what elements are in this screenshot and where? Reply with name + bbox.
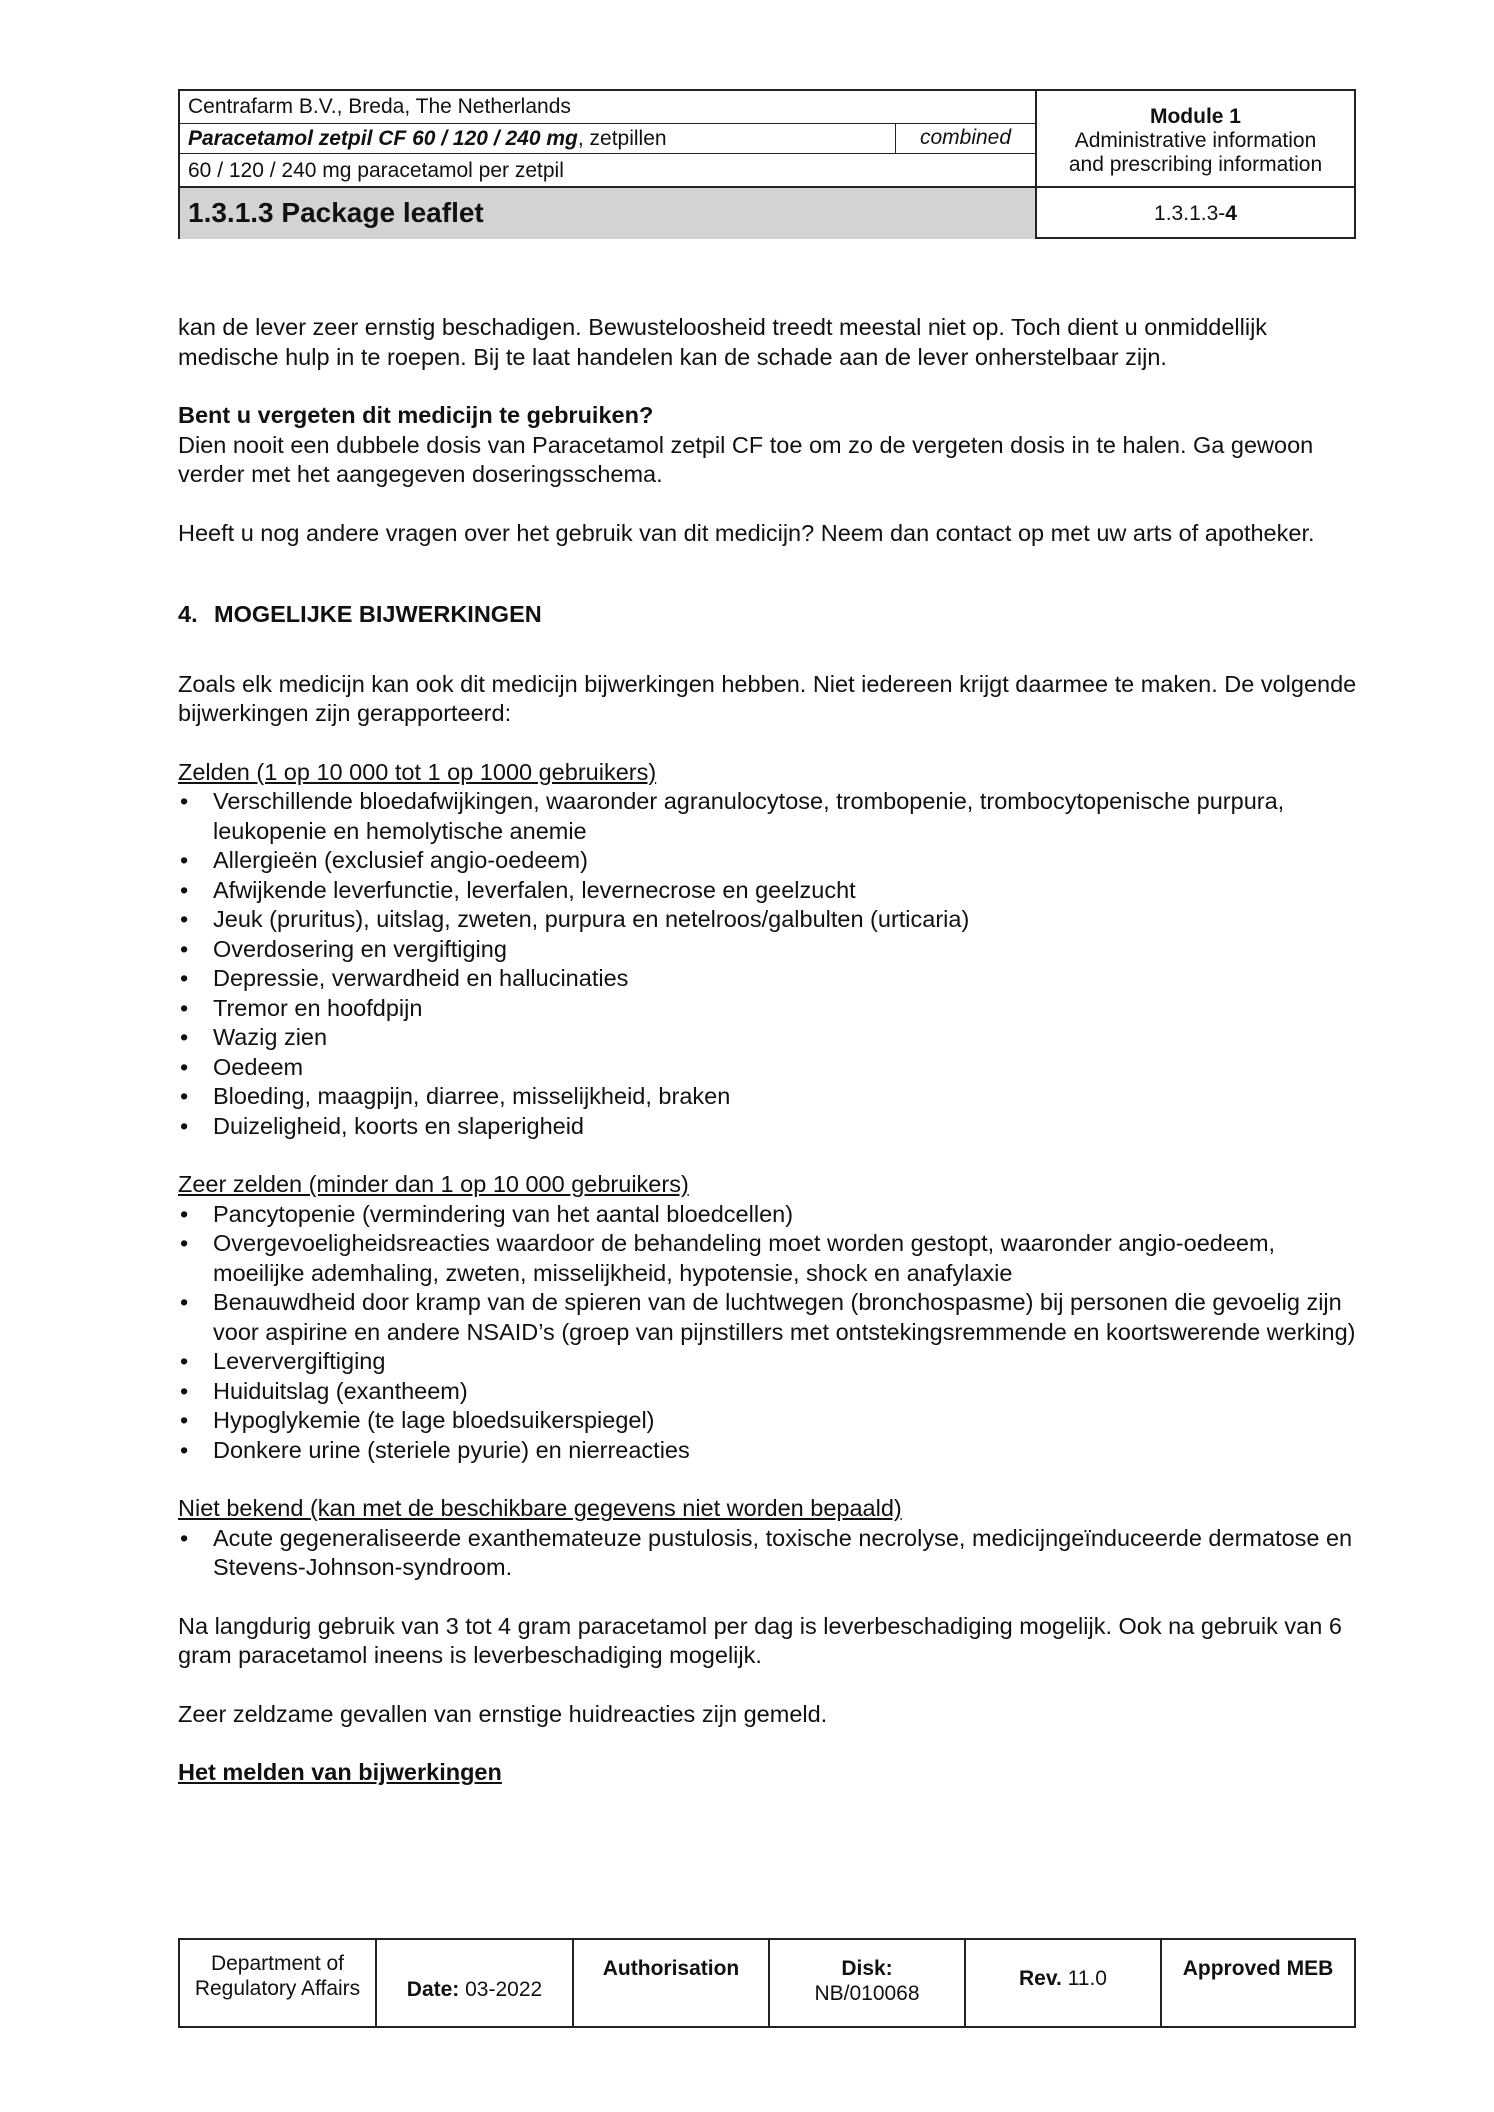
section-heading	[178, 600, 1358, 630]
forgot-paragraph: Dien nooit een dubbele dosis van Paracetamol zetpil CF toe om zo de vergeten dosis in te halen. Ga gewoon verder met het aangegeven doseringsschema.	[178, 431, 1314, 487]
forgot-heading: Bent u vergeten dit medicijn te gebruiken?	[178, 402, 654, 428]
dept-line1: Department of	[210, 1952, 345, 1975]
module-line2: and prescribing information	[1068, 153, 1323, 176]
list-item: • Pancytopenie (vermindering van het aantal bloedcellen)	[178, 1200, 1358, 1230]
list-item: • Bloeding, maagpijn, diarree, misselijkheid, braken	[178, 1082, 1358, 1112]
date-value: 03-2022	[459, 1978, 543, 2001]
page-prefix: 1.3.1.3-	[1154, 202, 1226, 225]
rev-value: 11.0	[1061, 1967, 1107, 1990]
list-item: • Donkere urine (steriele pyurie) en nierreacties	[178, 1436, 1358, 1466]
footer-revision	[966, 1940, 1162, 2026]
list-item: • Huiduitslag (exantheem)	[178, 1377, 1358, 1407]
disk-label: Disk:	[841, 1957, 893, 1980]
rare-heading: Zelden (1 op 10 000 tot 1 op 1000 gebruikers)	[178, 758, 657, 785]
list-item: • Acute gegeneraliseerde exanthemateuze pustulosis, toxische necrolyse, medicijngeïnduceerde dermatose en Stevens-Johnson-syndroom.	[178, 1524, 1358, 1583]
questions-paragraph: Heeft u nog andere vragen over het gebruik van dit medicijn? Neem dan contact op met uw arts of apotheker.	[178, 519, 1315, 546]
list-item: • Verschillende bloedafwijkingen, waaronder agranulocytose, trombopenie, trombocytopenische purpura, leukopenie en hemolytische anemie	[178, 787, 1358, 846]
intro-paragraph: kan de lever zeer ernstig beschadigen. Bewusteloosheid treedt meestal niet op. Toch dient u onmiddellijk medische hulp in te roepen. Bij te laat handelen kan de schade aan de lever onherstelbaar zijn.	[178, 314, 1268, 370]
leaflet-content	[178, 313, 1358, 1788]
module-title: Module 1	[1149, 105, 1241, 128]
company-name: Centrafarm B.V., Breda, The Netherlands	[180, 91, 1035, 124]
skin-paragraph: Zeer zeldzame gevallen van ernstige huidreacties zijn gemeld.	[178, 1700, 828, 1727]
very-rare-heading: Zeer zelden (minder dan 1 op 10 000 gebruikers)	[178, 1171, 689, 1197]
section-title: MOGELIJKE BIJWERKINGEN	[214, 601, 542, 627]
footer-authorisation: Authorisation	[574, 1940, 770, 2026]
combined-label: combined	[895, 124, 1035, 154]
footer-department	[180, 1940, 377, 2026]
section-number: 4.	[178, 601, 198, 627]
list-item: • Overdosering en vergiftiging	[178, 935, 1358, 965]
unknown-list	[178, 1524, 1358, 1583]
document-footer	[178, 1938, 1356, 2028]
long-use-paragraph: Na langdurig gebruik van 3 tot 4 gram paracetamol per dag is leverbeschadiging mogelijk. Ook na gebruik van 6 gram paracetamol ineens is leverbeschadiging mogelijk.	[178, 1612, 1342, 1668]
module-info	[1035, 91, 1354, 188]
rare-list	[178, 787, 1358, 1141]
list-item: • Duizeligheid, koorts en slaperigheid	[178, 1112, 1358, 1142]
list-item: • Oedeem	[178, 1053, 1358, 1083]
page-number-value: 4	[1225, 202, 1237, 225]
list-item: • Tremor en hoofdpijn	[178, 994, 1358, 1024]
section-intro: Zoals elk medicijn kan ook dit medicijn bijwerkingen hebben. Niet iedereen krijgt daarmee te maken. De volgende bijwerkingen zijn gerapporteerd:	[178, 670, 1357, 726]
list-item: • Allergieën (exclusief angio-oedeem)	[178, 846, 1358, 876]
list-item: • Wazig zien	[178, 1023, 1358, 1053]
reporting-heading: Het melden van bijwerkingen	[178, 1759, 502, 1785]
list-item: • Hypoglykemie (te lage bloedsuikerspiegel)	[178, 1406, 1358, 1436]
module-line1: Administrative information	[1074, 129, 1317, 152]
dept-line2: Regulatory Affairs	[194, 1977, 361, 2000]
disk-value: NB/010068	[814, 1982, 920, 2005]
rev-label: Rev.	[1019, 1967, 1062, 1990]
unknown-heading: Niet bekend (kan met de beschikbare gegevens niet worden bepaald)	[178, 1495, 902, 1521]
product-name-suffix: , zetpillen	[577, 127, 667, 150]
list-item: • Jeuk (pruritus), uitslag, zweten, purpura en netelroos/galbulten (urticaria)	[178, 905, 1358, 935]
footer-disk	[770, 1940, 966, 2026]
footer-approved: Approved MEB	[1182, 1957, 1334, 1980]
very-rare-list	[178, 1200, 1358, 1466]
product-name-bold: Paracetamol zetpil CF 60 / 120 / 240 mg	[188, 127, 578, 150]
list-item: • Afwijkende leverfunctie, leverfalen, levernecrose en geelzucht	[178, 876, 1358, 906]
list-item: • Depressie, verwardheid en hallucinaties	[178, 964, 1358, 994]
section-title-header: 1.3.1.3 Package leaflet	[180, 188, 1035, 239]
product-strength: 60 / 120 / 240 mg paracetamol per zetpil	[180, 154, 1035, 188]
product-name	[180, 124, 895, 154]
footer-date	[377, 1940, 574, 2026]
page-number	[1035, 188, 1354, 239]
document-header	[178, 89, 1356, 239]
date-label: Date:	[406, 1978, 460, 2001]
list-item: • Benauwdheid door kramp van de spieren van de luchtwegen (bronchospasme) bij personen die gevoelig zijn voor aspirine en andere NSAID’s (groep van pijnstillers met ontstekingsremmende en koortswerende werking)	[178, 1288, 1358, 1347]
list-item: • Overgevoeligheidsreacties waardoor de behandeling moet worden gestopt, waaronder angio-oedeem, moeilijke ademhaling, zweten, misselijkheid, hypotensie, shock en anafylaxie	[178, 1229, 1358, 1288]
list-item: • Leververgiftiging	[178, 1347, 1358, 1377]
